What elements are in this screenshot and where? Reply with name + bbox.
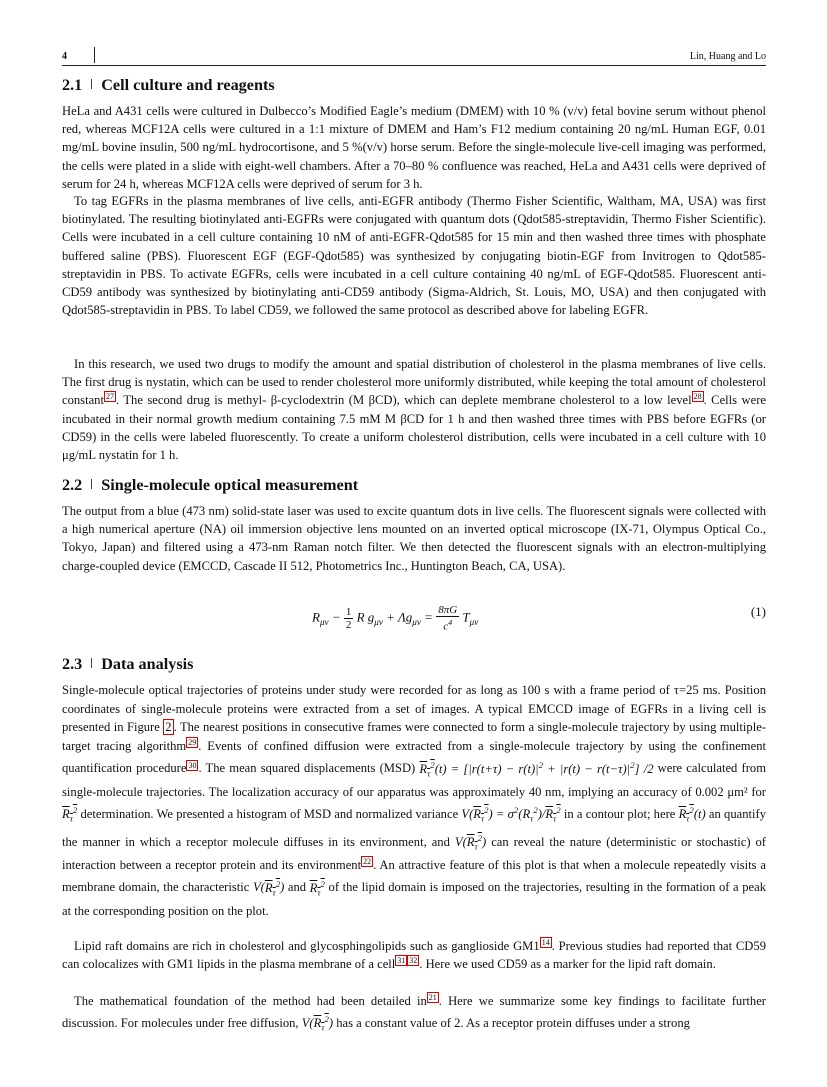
paragraph-2-1-1: HeLa and A431 cells were cultured in Dulbecco’s Modified Eagle’s medium (DMEM) with 10 % (v/v) fetal bovine serum without phenol red, whereas MCF12A cells were cultured in a 1:1 mixture of DMEM and Ham’s F12 medium containing 20 ng/mL Human EGF, 0.01 mg/mL bovine insulin, 500 ng/mL hydrocortisone, and 5 %(v/v) horse serum. Before the single-molecule live-cell imaging was performed, the cells were plated in a slide with eight-well chambers. After a 70–80 % confluence was reached, HeLa and A431 cells were deprived of serum for 24 h, whereas MCF12A cells were deprived of serum for 3 h. xyxy=(62,104,766,191)
paragraph-2-1-2: To tag EGFRs in the plasma membranes of live cells, anti-EGFR antibody (Thermo Fisher Scientific, Waltham, MA, USA) was first biotinylated. The resulting biotinylated anti-EGFRs were conjugated with quantum dots (Qdot585-streptavidin, Thermo Fisher Scientific). Cells were incubated in a cell culture containing 10 nM of anti-EGFR-Qdot585 for 15 min and then washed three times with phosphate buffered saline (PBS). Fluorescent EGF (EGF-Qdot585) was synthesized by conjugating biotin-EGF from Invitrogen to Qdot585-streptavidin in PBS. To activate EGFRs, cells were incubated in a cell culture containing 40 ng/mL of EGF-Qdot585. Fluorescent anti-CD59 antibody was synthesized by biotinylating anti-CD59 antibody (Sigma-Aldrich, St. Louis, MO, USA) and then conjugated with Qdot585-streptavidin in PBS. To label CD59, we followed the same protocol as described above for labeling EGFR. xyxy=(62,194,766,318)
citation-link[interactable]: 27 xyxy=(105,392,114,402)
citation-link[interactable]: 28 xyxy=(693,392,702,402)
variance-formula: $V(R_\tau^2) = \sigma^2(R_\tau^2)/R_\tau^2$ xyxy=(461,805,561,824)
section-heading-2-1: 2.1 Cell culture and reagents xyxy=(62,76,275,94)
citation-link[interactable]: 21 xyxy=(428,993,437,1002)
citation-link[interactable]: 32 xyxy=(409,956,418,966)
citation-link[interactable]: 14 xyxy=(541,938,550,947)
citation-link[interactable]: 30 xyxy=(188,760,197,770)
section-heading-2-3: 2.3 Data analysis xyxy=(62,655,194,673)
running-head-divider xyxy=(94,47,95,63)
paragraph-2-2-1: The output from a blue (473 nm) solid-state laser was used to excite quantum dots in live cells. The fluorescent signals were collected with a high numerical aperture (NA) oil immersion objective lens mounted on an inverted optical microscope (IX-71, Olympus Optical Co., Tokyo, Japan) and filtered using a 473-nm Raman notch filter. We then detected the fluorescent signals with an electron-multiplying charge-coupled device (EMCCD, Cascade II 512, Photometrics Inc., Huntington Beach, CA, USA). xyxy=(62,504,766,573)
msd-symbol: $R_\tau^2(t)$ xyxy=(678,805,706,824)
page-number: 4 xyxy=(62,51,67,62)
section-heading-2-2: 2.2 Single-molecule optical measurement xyxy=(62,476,359,494)
variance-symbol: $V(R_\tau^2)$ xyxy=(252,878,285,898)
variance-symbol: $V(R_\tau^2)$ xyxy=(454,832,487,852)
paragraph-2-1-3: In this research, we used two drugs to modify the amount and spatial distribution of cholesterol in the plasma membranes of live cells. The first drug is nystatin, which can be used to render cholesterol more uniformly distributed, while keeping the total amount of cholesterol constant $^{27}$ . The second drug is methyl- β-cyclodextrin (M βCD), which can deplete membrane cholesterol to a low level $^{28}$ . Cells were incubated in their normal growth medium containing 7.5 mM M βCD for 1 h and then washed three times with PBS before EGFRs (or CD59) in the cells were labeled fluorescently. To create a uniform cholesterol distribution, cells were incubated in a cell culture with 10 μg/mL nystatin for 1 h. xyxy=(62,357,766,463)
msd-formula: $R_\tau^2(t) = [|r(t+\tau) - r(t)|^2 + |r(t) - r(t-\tau)|^2]$ /2 xyxy=(419,759,654,779)
paragraph-2-3-2: Lipid raft domains are rich in cholesterol and glycosphingolipids such as ganglioside GM1 $^{14}$ . Previous studies had reported that CD59 can colocalizes with GM1 lipids in the plasma membrane of a cell $^{31}$ $^{32}$ . Here we used CD59 as a marker for the lipid raft domain. xyxy=(62,938,767,972)
msd-symbol: $R_\tau^2$ xyxy=(309,878,325,898)
msd-symbol: $R_\tau^2$ xyxy=(62,805,78,824)
equation-body: $R_{\mu\nu}$ − $\frac{1}{2}$ R $g_{\mu\nu} + \Lambda g_{\mu\nu}$ = $\frac{8\pi G}{c^4}$ $T_{\mu\nu}$ xyxy=(312,604,479,633)
equation-number: (1) xyxy=(750,604,766,619)
paragraph-2-3-1: Single-molecule optical trajectories of proteins under study were recorded for as long as 100 s with a frame period of τ=25 ms. Position coordinates of single-molecule proteins were extracted from a set of images. A typical EMCCD image of EGFRs in a living cell is presented in Figure 2 . The nearest positions in consecutive frames were connected to form a single-molecule trajectory by using multiple-target tracing algorithm $^{29}$ . Events of confined diffusion were extracted from a single-molecule trajectory by using the confinement quantification procedure $^{30}$ . The mean squared displacements (MSD) $R_\tau^2(t) = [|r(t+\tau) - r(t)|^2 + |r(t) - r(t-\tau)|^2]$ /2 were calculated from single-molecule trajectories. The localization accuracy of our apparatus was approximately 40 nm, implying an accuracy of 0.002 μm² for $R_\tau^2$ determination. We presented a histogram of MSD and normalized variance $V(R_\tau^2) = \sigma^2(R_\tau^2)/R_\tau^2$ in a contour plot; here $R_\tau^2(t)$ an quantify the manner in which a receptor molecule diffuses in its environment, and $V(R_\tau^2)$ can reveal the nature (deterministic or stochastic) of interaction between a receptor protein and its environment $^{22}$ . An attractive feature of this plot is that when a molecule repeatedly visits a membrane domain, the characteristic $V(R_\tau^2)$ and $R_\tau^2$ of the lipid domain is imposed on the trajectories, resulting in the formation of a peak at the corresponding position on the plot. xyxy=(62,683,767,918)
variance-symbol: $V(R_\tau^2)$ xyxy=(301,1014,334,1033)
equation-1 xyxy=(62,598,766,632)
running-head xyxy=(62,49,766,66)
running-head-authors: Lin, Huang and Lo xyxy=(689,51,766,62)
paragraph-2-3-3: The mathematical foundation of the method had been detailed in $^{21}$ . Here we summarize some key findings to facilitate further discussion. For molecules under free diffusion, $V(R_\tau^2)$ has a constant value of 2. As a receptor protein diffuses under a strong xyxy=(62,993,766,1033)
citation-link[interactable]: 31 xyxy=(397,956,406,966)
citation-link[interactable]: 29 xyxy=(188,737,197,747)
figure-link[interactable]: 2 xyxy=(165,720,172,735)
citation-link[interactable]: 22 xyxy=(363,856,372,866)
